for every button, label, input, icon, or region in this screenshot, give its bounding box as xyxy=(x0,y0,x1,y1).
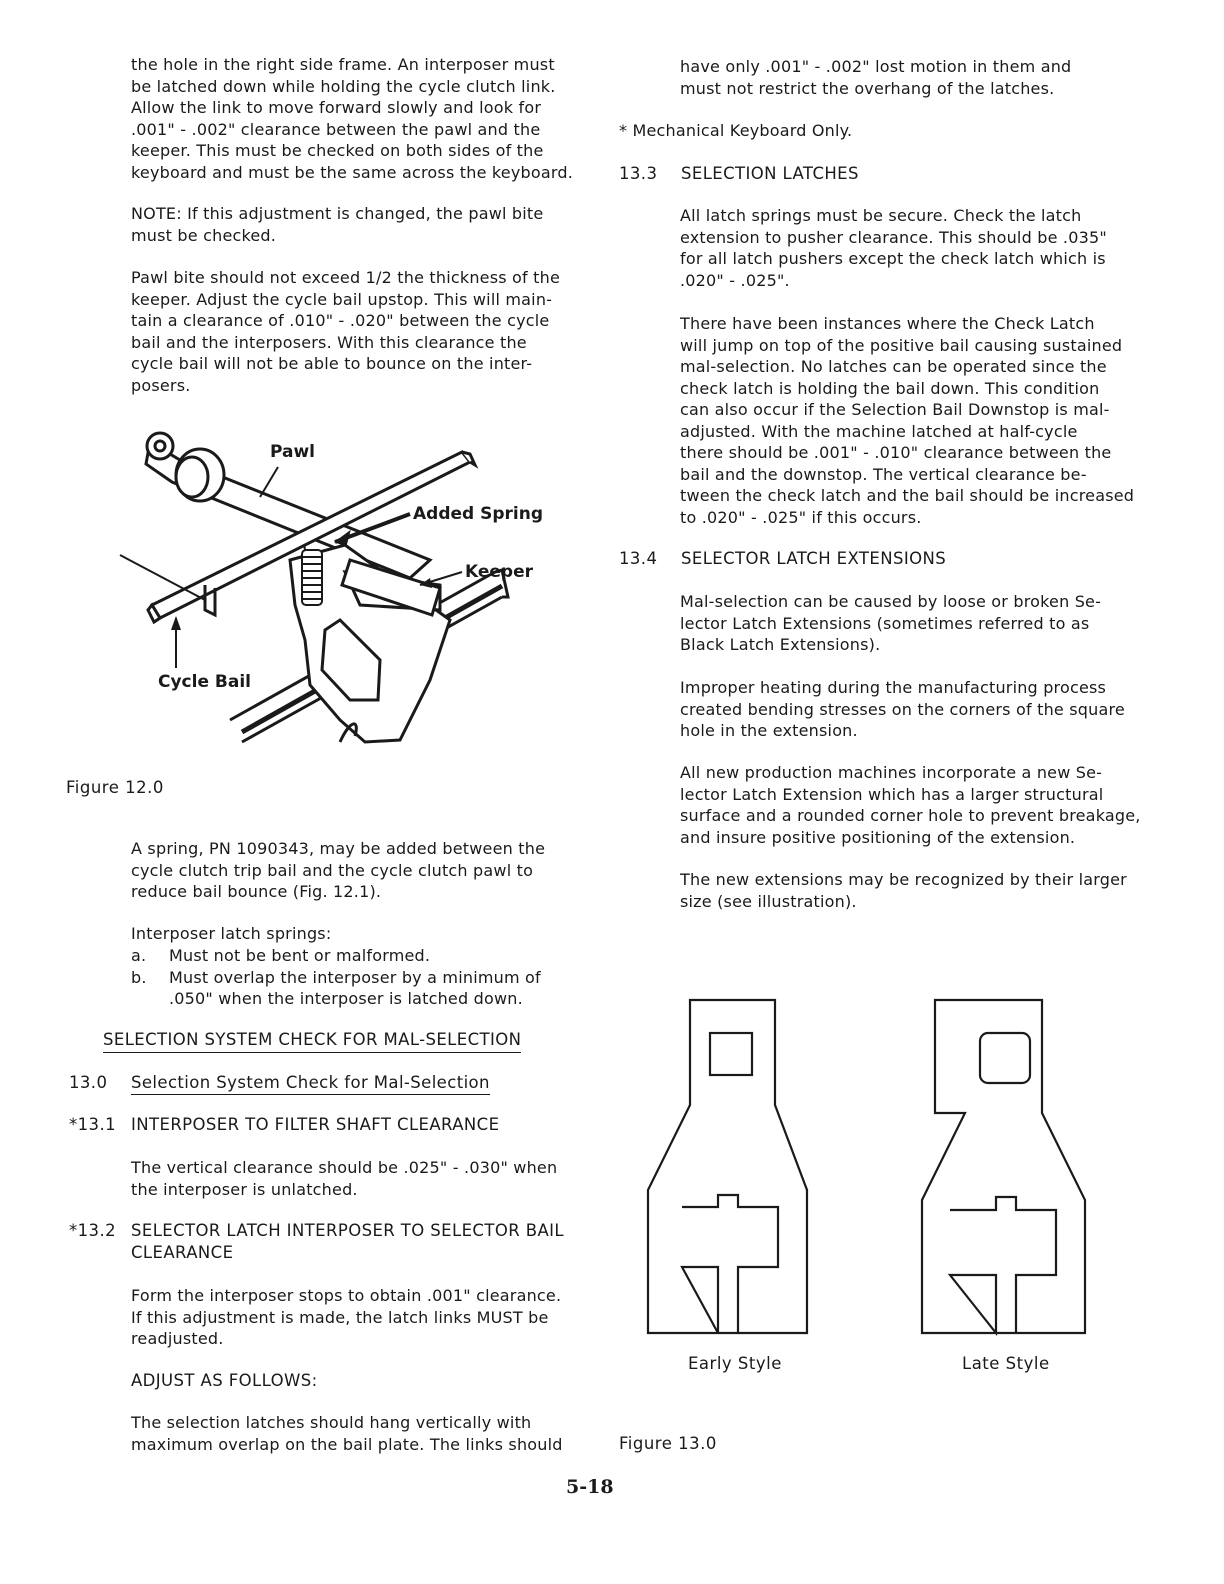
heading-title: INTERPOSER TO FILTER SHAFT CLEARANCE xyxy=(131,1115,500,1134)
footnote-mechanical: * Mechanical Keyboard Only. xyxy=(619,121,853,140)
heading-13-4 xyxy=(619,548,946,569)
label-early-style: Early Style xyxy=(688,1354,782,1373)
list-text: Must not be bent or malformed. xyxy=(169,946,431,965)
pawl-pointer xyxy=(260,467,278,497)
paragraph-13-3-springs: All latch springs must be secure. Check the latch extension to pusher clearance. This should be .035" for all latch pushers except the check latch which is .020" - .025". xyxy=(680,206,1107,290)
label-pawl: Pawl xyxy=(270,442,316,462)
list-marker: a. xyxy=(131,946,147,965)
paragraph-lost-motion: have only .001" - .002" lost motion in them and must not restrict the overhang of the latches. xyxy=(680,57,1072,98)
list-item xyxy=(131,967,541,1010)
heading-13-0 xyxy=(69,1072,490,1093)
list-marker: b. xyxy=(131,967,147,987)
figure-13-illustration xyxy=(640,995,1140,1340)
paragraph-13-3-check-latch: There have been instances where the Check Latch will jump on top of the positive bail causing sustained mal-selection. No latches can be operated since the check latch is holding the bail down. This condition can also occur if the Selection Bail Downstop is mal- adjusted. With the machine latched at half-cycle there should be .001" - .010" clearance between the bail and the downstop. The vertical clearance be- tween the check latch and the bail should be increased to .020" - .025" if this occurs. xyxy=(680,314,1135,527)
square-hole xyxy=(710,1033,752,1075)
label-late-style: Late Style xyxy=(962,1354,1050,1373)
rounded-square-hole xyxy=(980,1033,1030,1083)
paragraph-pawl-bite: Pawl bite should not exceed 1/2 the thickness of the keeper. Adjust the cycle bail upstop. This will main- tain a clearance of .010" - .020" between the cycle bail and the interposers. With this clearance the cycle bail will not be able to bounce on the inter- posers. xyxy=(131,268,561,395)
early-style-extension xyxy=(648,1000,807,1333)
heading-title: SELECTOR LATCH INTERPOSER TO SELECTOR BAIL CLEARANCE xyxy=(131,1221,564,1262)
heading-number: 13.3 xyxy=(619,164,658,183)
figure-12-caption: Figure 12.0 xyxy=(66,778,164,797)
heading-number: 13.0 xyxy=(69,1073,108,1092)
springs-intro: Interposer latch springs: xyxy=(131,924,332,943)
label-cycle-bail: Cycle Bail xyxy=(158,672,251,692)
heading-number: *13.1 xyxy=(69,1115,116,1134)
figure-12-illustration xyxy=(110,420,550,765)
paragraph-13-4-new-production: All new production machines incorporate a new Se- lector Latch Extension which has a larger structural surface and a rounded corner hole to prevent breakage, and insure positive positioning of the extension. xyxy=(680,763,1141,847)
heading-13-1 xyxy=(69,1114,499,1135)
late-style-extension xyxy=(922,1000,1085,1333)
paragraph-13-4-recognize: The new extensions may be recognized by their larger size (see illustration). xyxy=(680,870,1127,911)
heading-number: *13.2 xyxy=(69,1221,116,1240)
frame-line xyxy=(120,555,205,600)
label-keeper: Keeper xyxy=(465,562,534,582)
page-number: 5-18 xyxy=(566,1476,614,1498)
paragraph-spring-pn: A spring, PN 1090343, may be added between the cycle clutch trip bail and the cycle clutch pawl to reduce bail bounce (Fig. 12.1). xyxy=(131,839,546,901)
adjust-heading: ADJUST AS FOLLOWS: xyxy=(131,1371,318,1390)
label-added-spring: Added Spring xyxy=(413,504,544,524)
paragraph-13-4-heating: Improper heating during the manufacturing process created bending stresses on the corners of the square hole in the extension. xyxy=(680,678,1125,740)
heading-title: SELECTION LATCHES xyxy=(681,164,859,183)
paragraph-13-1: The vertical clearance should be .025" - .030" when the interposer is unlatched. xyxy=(131,1158,558,1199)
list-text: Must overlap the interposer by a minimum of .050" when the interposer is latched down. xyxy=(169,967,541,1008)
figure-13-caption: Figure 13.0 xyxy=(619,1434,717,1453)
list-item xyxy=(131,945,541,967)
heading-title: Selection System Check for Mal-Selection xyxy=(131,1073,490,1095)
heading-title: SELECTOR LATCH EXTENSIONS xyxy=(681,549,947,568)
note-pawl-bite: NOTE: If this adjustment is changed, the pawl bite must be checked. xyxy=(131,204,544,245)
heading-number: 13.4 xyxy=(619,549,658,568)
heading-13-3 xyxy=(619,163,859,184)
heading-13-2 xyxy=(69,1220,564,1264)
paragraph-13-2: Form the interposer stops to obtain .001" clearance. If this adjustment is made, the latch links MUST be readjusted. xyxy=(131,1286,562,1348)
paragraph-pawl-clearance: the hole in the right side frame. An interposer must be latched down while holding the cycle clutch link. Allow the link to move forward slowly and look for .001" - .002" clearance between the pawl and the keeper. This must be checked on both sides of the keyboard and must be the same across the keyboard. xyxy=(131,55,574,182)
paragraph-13-2-continued: The selection latches should hang vertically with maximum overlap on the bail plate. The links should xyxy=(131,1413,563,1454)
springs-list xyxy=(131,945,541,1010)
paragraph-13-4-cause: Mal-selection can be caused by loose or broken Se- lector Latch Extensions (sometimes referred to as Black Latch Extensions). xyxy=(680,592,1102,654)
section-title: SELECTION SYSTEM CHECK FOR MAL-SELECTION xyxy=(103,1029,521,1053)
